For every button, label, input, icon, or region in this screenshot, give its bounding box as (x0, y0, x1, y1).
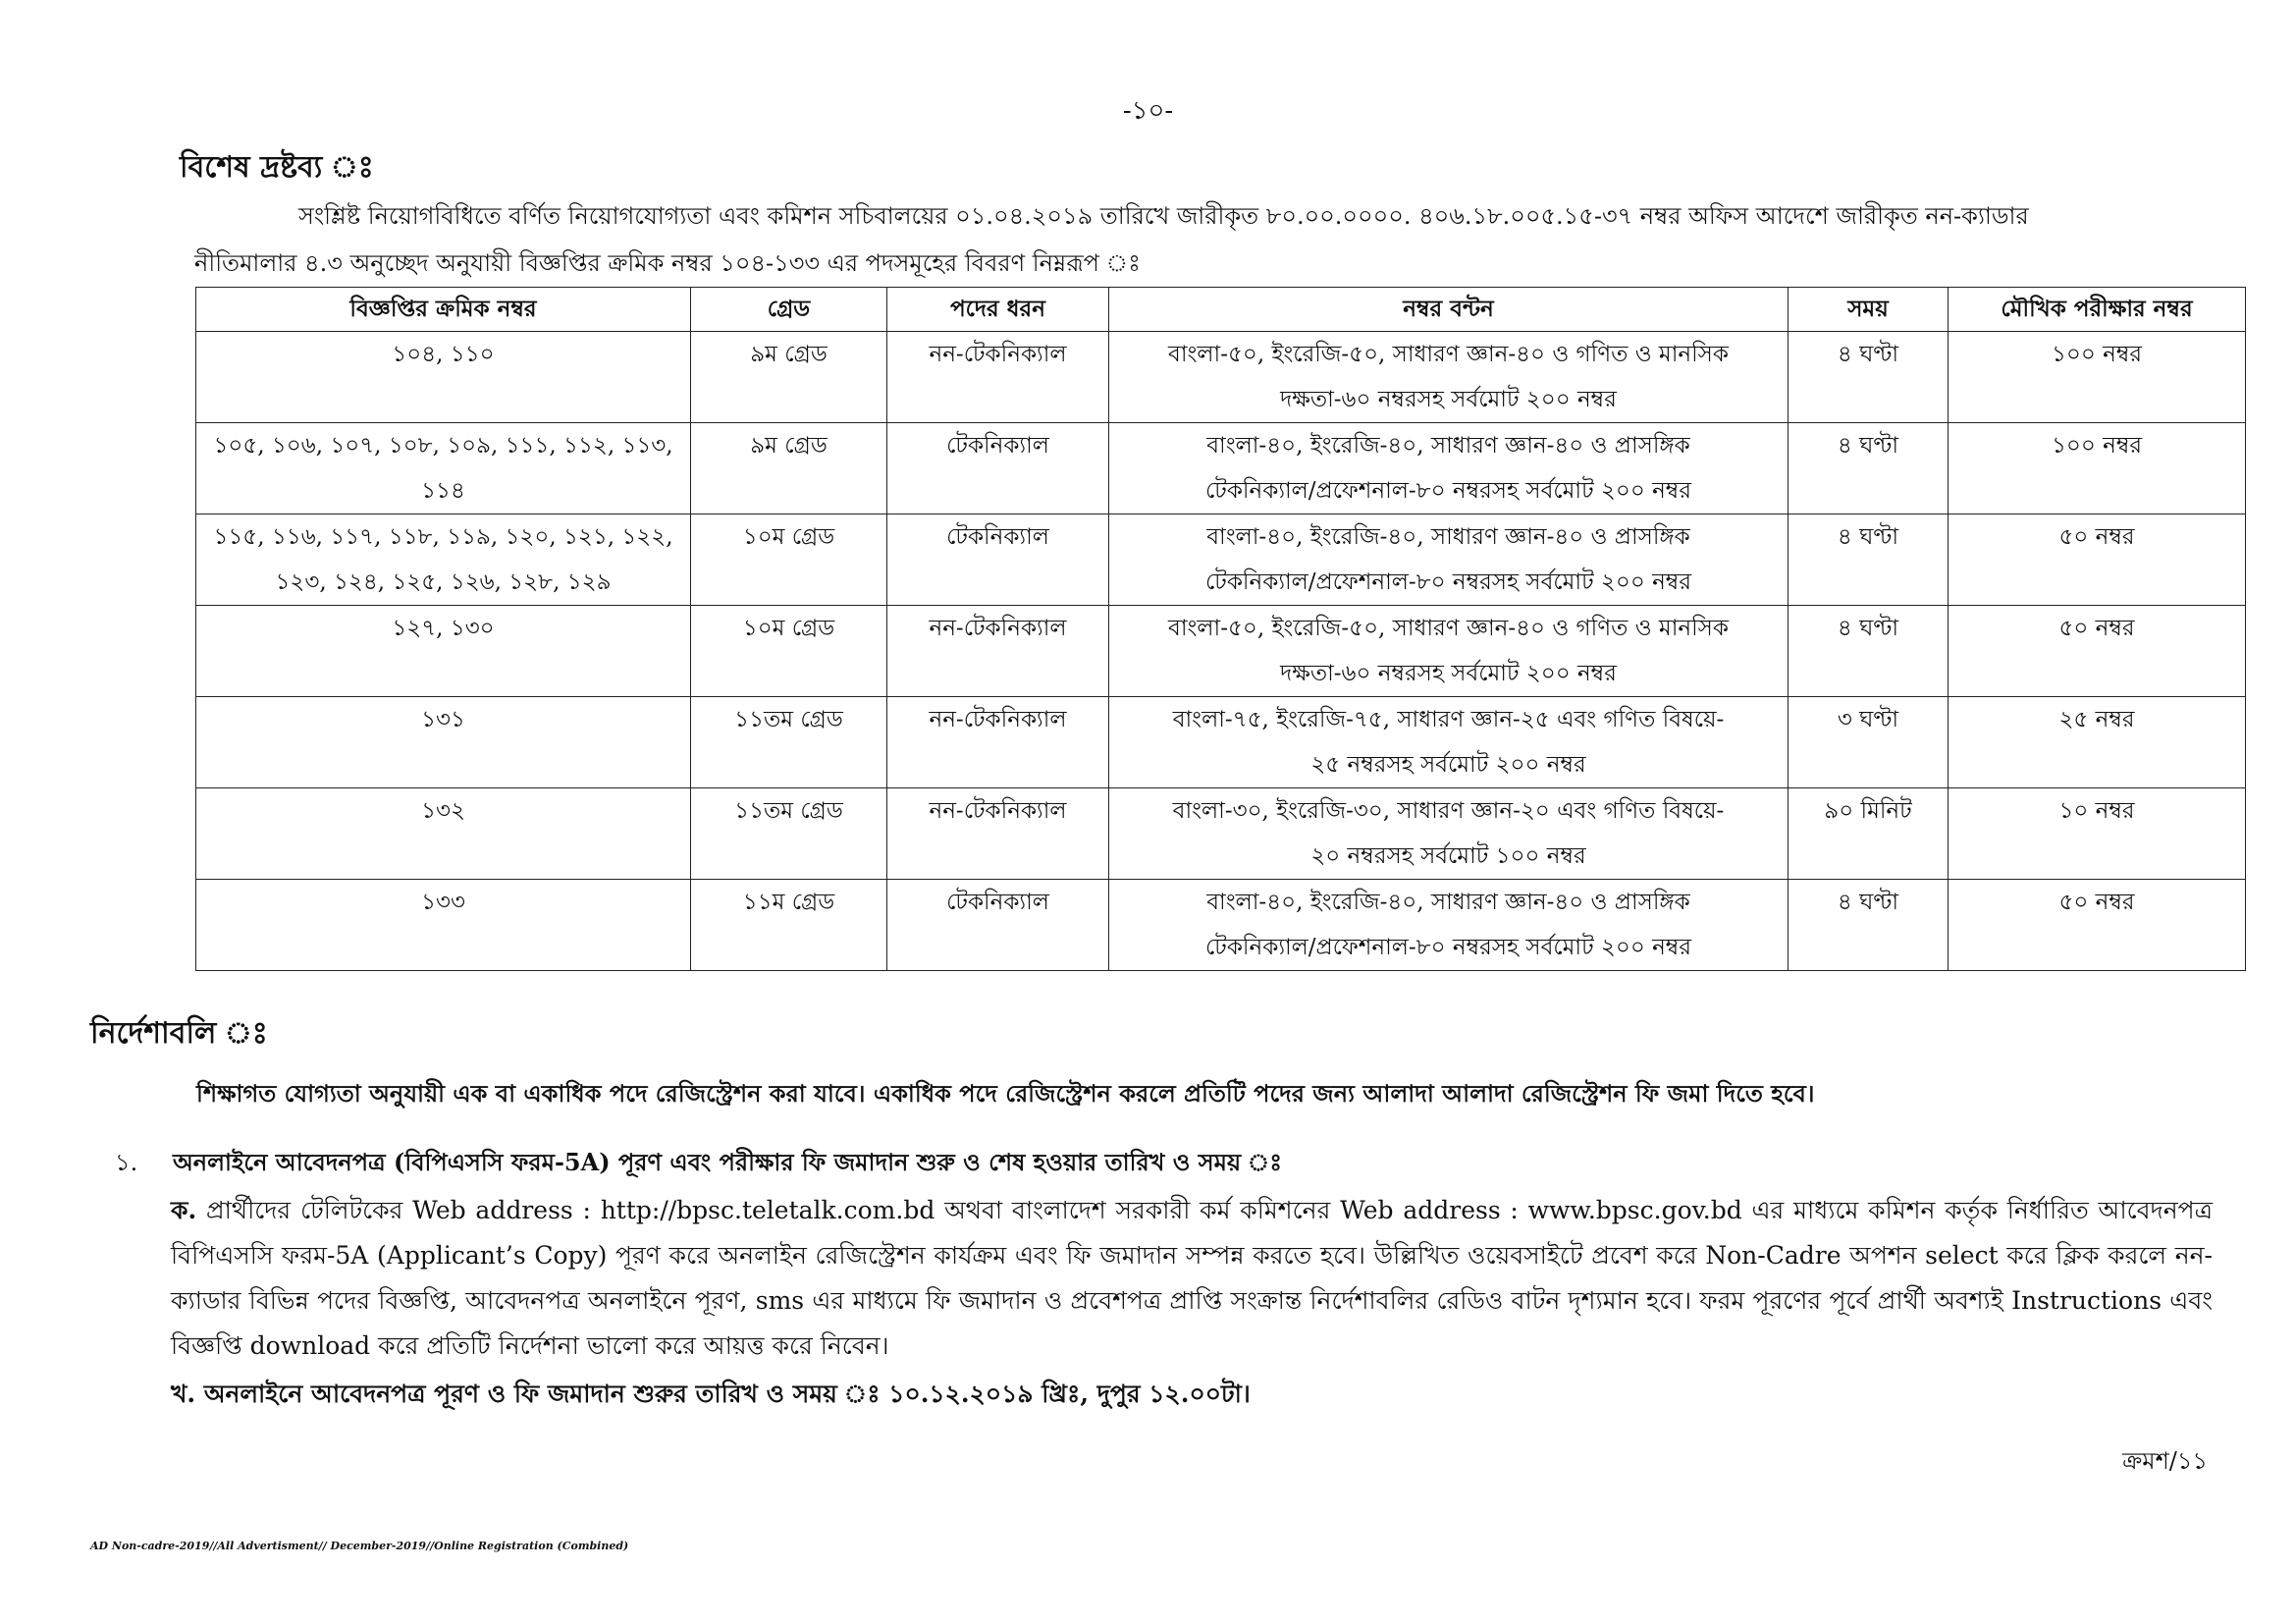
cell-marks-line-2: টেকনিক্যাল/প্রফেশনাল-৮০ নম্বরসহ সর্বমোট ২০০ নম্বর (1204, 569, 1692, 595)
item-1-number: ১. (115, 1149, 138, 1176)
cell-viva: ৫০ নম্বর (1949, 606, 2246, 697)
cell-viva: ১০০ নম্বর (1949, 423, 2246, 514)
cell-post-type: নন-টেকনিক্যাল (887, 606, 1109, 697)
cell-viva: ৫০ নম্বর (1949, 514, 2246, 606)
table-row (196, 697, 2246, 788)
cell-serial: ১৩২ (196, 788, 691, 880)
cell-marks-line-2: টেকনিক্যাল/প্রফেশনাল-৮০ নম্বরসহ সর্বমোট ২০০ নম্বর (1204, 935, 1692, 960)
table-row (196, 423, 2246, 514)
cell-time: ৩ ঘণ্টা (1789, 697, 1949, 788)
table-row (196, 332, 2246, 423)
cell-marks-line-1: বাংলা-৩০, ইংরেজি-৩০, সাধারণ জ্ঞান-২০ এবং গণিত বিষয়ে- (1172, 798, 1725, 824)
cell-grade: ৯ম গ্রেড (691, 332, 887, 423)
cell-marks-line-1: বাংলা-৫০, ইংরেজি-৫০, সাধারণ জ্ঞান-৪০ ও গণিত ও মানসিক (1168, 342, 1729, 367)
post-details-table (195, 287, 2246, 971)
continued-marker: ক্রমশ/১১ (2122, 1447, 2208, 1475)
cell-post-type: টেকনিক্যাল (887, 880, 1109, 971)
cell-post-type: টেকনিক্যাল (887, 514, 1109, 606)
cell-serial: ১৩১ (196, 697, 691, 788)
cell-time: ৪ ঘণ্টা (1789, 880, 1949, 971)
instruction-ka-label: ক. (171, 1196, 197, 1224)
cell-grade: ১১তম গ্রেড (691, 788, 887, 880)
cell-marks (1109, 332, 1789, 423)
cell-marks (1109, 514, 1789, 606)
cell-marks-line-1: বাংলা-৭৫, ইংরেজি-৭৫, সাধারণ জ্ঞান-২৫ এবং গণিত বিষয়ে- (1172, 707, 1725, 732)
column-header-viva: মৌখিক পরীক্ষার নম্বর (1949, 288, 2246, 332)
cell-marks (1109, 606, 1789, 697)
cell-marks-line-2: টেকনিক্যাল/প্রফেশনাল-৮০ নম্বরসহ সর্বমোট ২০০ নম্বর (1204, 478, 1692, 504)
footer-reference: AD Non-cadre-2019//All Advertisment// December-2019//Online Registration (Combined) (90, 1540, 629, 1552)
cell-viva: ৫০ নম্বর (1949, 880, 2246, 971)
cell-serial: ১০৪, ১১০ (196, 332, 691, 423)
cell-marks-line-1: বাংলা-৪০, ইংরেজি-৪০, সাধারণ জ্ঞান-৪০ ও প্রাসঙ্গিক (1206, 433, 1690, 459)
column-header-marks: নম্বর বন্টন (1109, 288, 1789, 332)
table-row (196, 514, 2246, 606)
registration-notice: শিক্ষাগত যোগ্যতা অনুযায়ী এক বা একাধিক পদে রেজিস্ট্রেশন করা যাবে। একাধিক পদে রেজিস্ট্রেশন করলে প্রতিটি পদের জন্য আলাদা আলাদা রেজিস্ট্রেশন ফি জমা দিতে হবে। (196, 1079, 1815, 1108)
item-1-title: অনলাইনে আবেদনপত্র (বিপিএসসি ফরম-5A) পূরণ এবং পরীক্ষার ফি জমাদান শুরু ও শেষ হওয়ার তারিখ ও সময় ঃ (173, 1148, 1283, 1176)
special-note-paragraph (194, 192, 2167, 287)
table-header-row (196, 288, 2246, 332)
cell-post-type: নন-টেকনিক্যাল (887, 697, 1109, 788)
instruction-kha: খ. অনলাইনে আবেদনপত্র পূরণ ও ফি জমাদান শুরুর তারিখ ও সময় ঃ ১০.১২.২০১৯ খ্রিঃ, দুপুর ১২.০০টা। (171, 1380, 1251, 1408)
special-note-line-1: সংশ্লিষ্ট নিয়োগবিধিতে বর্ণিত নিয়োগযোগ্যতা এবং কমিশন সচিবালয়ের ০১.০৪.২০১৯ তারিখে জারীকৃত ৮০.০০.০০০০. ৪০৬.১৮.০০৫.১৫-৩৭ নম্বর অফিস আদেশে জারীকৃত নন-ক্যাডার (298, 202, 2029, 230)
column-header-grade: গ্রেড (691, 288, 887, 332)
table-row (196, 788, 2246, 880)
table-row (196, 880, 2246, 971)
special-note-heading: বিশেষ দ্রষ্টব্য ঃ (180, 150, 374, 185)
cell-viva: ২৫ নম্বর (1949, 697, 2246, 788)
cell-time: ৪ ঘণ্টা (1789, 514, 1949, 606)
cell-time: ৪ ঘণ্টা (1789, 606, 1949, 697)
cell-post-type: নন-টেকনিক্যাল (887, 788, 1109, 880)
cell-marks-line-1: বাংলা-৪০, ইংরেজি-৪০, সাধারণ জ্ঞান-৪০ ও প্রাসঙ্গিক (1206, 524, 1690, 550)
cell-marks (1109, 697, 1789, 788)
column-header-time: সময় (1789, 288, 1949, 332)
cell-viva: ১০ নম্বর (1949, 788, 2246, 880)
cell-grade: ১১ম গ্রেড (691, 880, 887, 971)
column-header-serial: বিজ্ঞপ্তির ক্রমিক নম্বর (196, 288, 691, 332)
special-note-line-2: নীতিমালার ৪.৩ অনুচ্ছেদ অনুযায়ী বিজ্ঞপ্তির ক্রমিক নম্বর ১০৪-১৩৩ এর পদসমূহের বিবরণ নিম্নরূপ ঃ (194, 249, 1141, 277)
cell-marks-line-1: বাংলা-৪০, ইংরেজি-৪০, সাধারণ জ্ঞান-৪০ ও প্রাসঙ্গিক (1206, 890, 1690, 915)
cell-serial: ১০৫, ১০৬, ১০৭, ১০৮, ১০৯, ১১১, ১১২, ১১৩, ১১৪ (196, 423, 691, 514)
cell-grade: ৯ম গ্রেড (691, 423, 887, 514)
cell-time: ৪ ঘণ্টা (1789, 423, 1949, 514)
cell-serial: ১২৭, ১৩০ (196, 606, 691, 697)
cell-marks (1109, 423, 1789, 514)
cell-serial: ১১৫, ১১৬, ১১৭, ১১৮, ১১৯, ১২০, ১২১, ১২২, ১২৩, ১২৪, ১২৫, ১২৬, ১২৮, ১২৯ (196, 514, 691, 606)
table-row (196, 606, 2246, 697)
cell-marks-line-1: বাংলা-৫০, ইংরেজি-৫০, সাধারণ জ্ঞান-৪০ ও গণিত ও মানসিক (1168, 616, 1729, 641)
cell-marks (1109, 880, 1789, 971)
instruction-ka (171, 1188, 2213, 1369)
cell-grade: ১০ম গ্রেড (691, 606, 887, 697)
page-number: -১০- (1122, 96, 1174, 126)
cell-post-type: নন-টেকনিক্যাল (887, 332, 1109, 423)
cell-marks (1109, 788, 1789, 880)
cell-marks-line-2: দক্ষতা-৬০ নম্বরসহ সর্বমোট ২০০ নম্বর (1280, 387, 1617, 412)
instructions-heading: নির্দেশাবলি ঃ (90, 1016, 268, 1051)
column-header-post-type: পদের ধরন (887, 288, 1109, 332)
cell-serial: ১৩৩ (196, 880, 691, 971)
cell-marks-line-2: ২৫ নম্বরসহ সর্বমোট ২০০ নম্বর (1310, 752, 1586, 778)
cell-grade: ১১তম গ্রেড (691, 697, 887, 788)
cell-time: ৪ ঘণ্টা (1789, 332, 1949, 423)
cell-viva: ১০০ নম্বর (1949, 332, 2246, 423)
cell-grade: ১০ম গ্রেড (691, 514, 887, 606)
cell-marks-line-2: ২০ নম্বরসহ সর্বমোট ১০০ নম্বর (1310, 843, 1586, 869)
instruction-ka-text: প্রার্থীদের টেলিটকের Web address : http://bpsc.teletalk.com.bd অথবা বাংলাদেশ সরকারী কর্ম কমিশনের Web address : www.bpsc.gov.bd এর মাধ্যমে কমিশন কর্তৃক নির্ধারিত আবেদনপত্র বিপিএসসি ফরম-5A (Applicant’s Copy) পূরণ করে অনলাইন রেজিস্ট্রেশন কার্যক্রম এবং ফি জমাদান সম্পন্ন করতে হবে। উল্লিখিত ওয়েবসাইটে প্রবেশ করে Non-Cadre অপশন select করে ক্লিক করলে নন-ক্যাডার বিভিন্ন পদের বিজ্ঞপ্তি, আবেদনপত্র অনলাইনে পূরণ, sms এর মাধ্যমে ফি জমাদান ও প্রবেশপত্র প্রাপ্তি সংক্রান্ত নির্দেশাবলির রেডিও বাটন দৃশ্যমান হবে। ফরম পূরণের পূর্বে প্রার্থী অবশ্যই Instructions এবং বিজ্ঞপ্তি download করে প্রতিটি নির্দেশনা ভালো করে আয়ত্ত করে নিবেন। (171, 1196, 2214, 1360)
cell-time: ৯০ মিনিট (1789, 788, 1949, 880)
cell-marks-line-2: দক্ষতা-৬০ নম্বরসহ সর্বমোট ২০০ নম্বর (1280, 661, 1617, 686)
cell-post-type: টেকনিক্যাল (887, 423, 1109, 514)
